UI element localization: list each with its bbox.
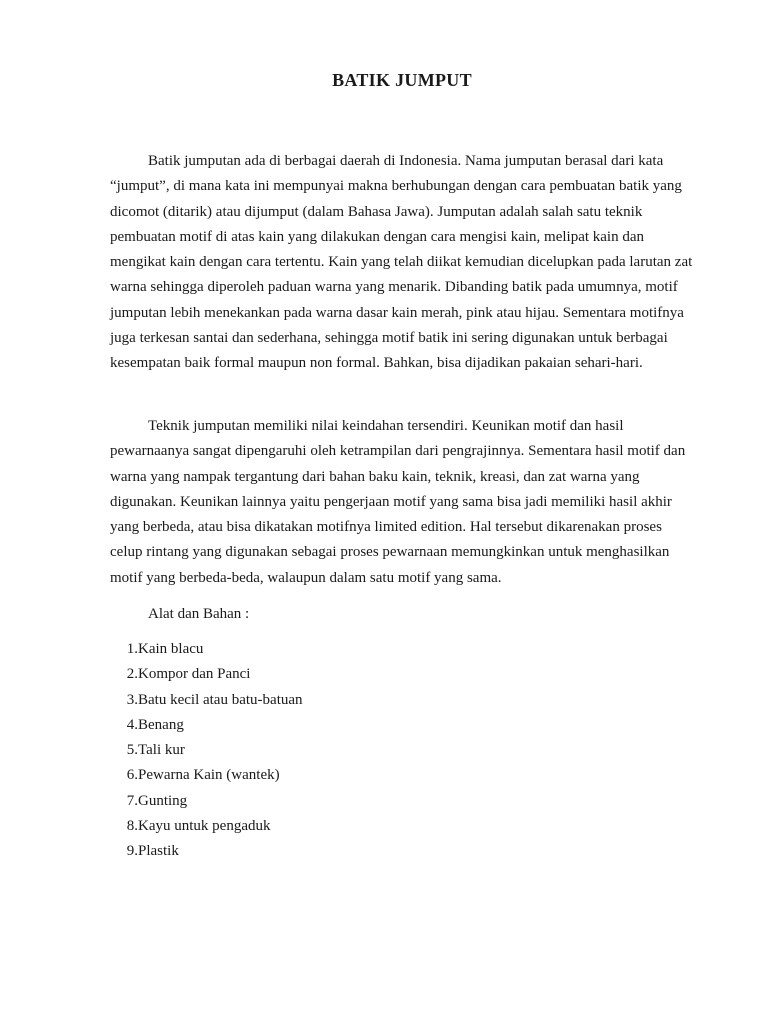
paragraph-technique: Teknik jumputan memiliki nilai keindahan tersendiri. Keunikan motif dan hasil pewarnaanya sangat dipengaruhi oleh ketrampilan dari pengrajinnya. Sementara hasil motif dan warna yang nampak tergantung dari bahan baku kain, teknik, kreasi, dan zat warna yang digunakan. Keunikan lainnya yaitu pengerjaan motif yang sama bisa jadi memiliki hasil akhir yang berbeda, atau bisa dikatakan motifnya limited edition. Hal tersebut dikarenakan proses celup rintang yang digunakan sebagai proses pewarnaan memungkinkan untuk menghasilkan motif yang berbeda-beda, walaupun dalam satu motif yang sama. (110, 418, 686, 586)
list-item-label: Tali kur (138, 742, 185, 759)
paragraph-intro: Batik jumputan ada di berbagai daerah di Indonesia. Nama jumputan berasal dari kata “jumput”, di mana kata ini mempunyai makna berhubungan dengan cara pembuatan batik yang dicomot (ditarik) atau dijumput (dalam Bahasa Jawa). Jumputan adalah salah satu teknik pembuatan motif di atas kain yang dilakukan dengan cara mengisi kain, melipat kain dan mengikat kain dengan cara tertentu. Kain yang telah diikat kemudian dicelupkan pada larutan zat warna sehingga diperoleh paduan warna yang menarik. Dibanding batik pada umumnya, motif jumputan lebih menekankan pada warna dasar kain merah, pink atau hijau. Sementara motifnya juga terkesan santai dan sederhana, sehingga motif batik ini sering digunakan untuk berbagai kesempatan baik formal maupun non formal. Bahkan, bisa dijadikan pakaian sehari-hari. (110, 153, 693, 372)
list-item-number: 3. (126, 691, 138, 708)
list-item-label: Kayu untuk pengaduk (138, 818, 271, 835)
list-item (110, 637, 204, 662)
list-item-label: Gunting (138, 792, 188, 809)
list-item (110, 713, 184, 738)
list-item (110, 738, 185, 763)
list-item (110, 662, 251, 687)
list-item-label: Kain blacu (138, 641, 204, 657)
list-item (110, 763, 280, 788)
list-item-label: Benang (138, 716, 184, 733)
list-item-number: 8. (126, 818, 138, 835)
list-item-number: 2. (126, 666, 138, 683)
list-item (110, 839, 179, 864)
list-item (110, 814, 271, 839)
tools-heading: Alat dan Bahan : (148, 606, 250, 622)
list-item-number: 1. (126, 641, 138, 657)
list-item-label: Pewarna Kain (wantek) (138, 767, 280, 784)
document-title: BATIK JUMPUT (332, 70, 472, 90)
tools-list (110, 637, 303, 865)
list-item-number: 4. (126, 716, 138, 733)
list-item-number: 7. (126, 792, 138, 809)
list-item-label: Plastik (138, 843, 179, 860)
list-item-number: 9. (126, 843, 138, 860)
list-item-label: Batu kecil atau batu-batuan (138, 691, 303, 708)
list-item (110, 789, 188, 814)
list-item-number: 5. (126, 742, 138, 759)
list-item-number: 6. (126, 767, 138, 784)
list-item (110, 688, 303, 713)
list-item-label: Kompor dan Panci (138, 666, 251, 683)
